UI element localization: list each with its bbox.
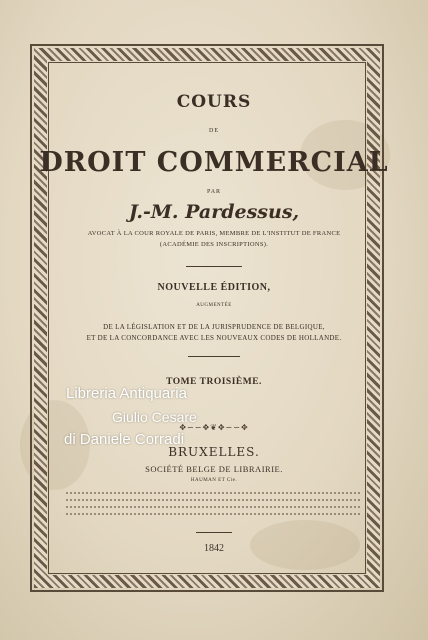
publisher-city: BRUXELLES. [168, 445, 260, 459]
separator-rule [186, 266, 242, 267]
par-label: PAR [206, 189, 222, 195]
augmentee-label: AUGMENTÉE [196, 303, 232, 308]
publication-year: 1842 [204, 543, 224, 554]
volume-label: TOME TROISIÈME. [166, 377, 262, 387]
separator-rule [188, 356, 240, 357]
title-de: DE [209, 128, 219, 134]
fleuron-ornament: ✥∽∽✥❦✥∽∽✥ [179, 423, 249, 432]
fine-print-line [66, 492, 362, 494]
watermark-line-3: di Daniele Corradi [64, 431, 185, 448]
publisher-name: SOCIÉTÉ BELGE DE LIBRAIRIE. [145, 464, 283, 474]
addition-line-1: DE LA LÉGISLATION ET DE LA JURISPRUDENCE DE BELGIQUE, [103, 323, 325, 331]
title-top: COURS [176, 92, 252, 112]
author-credential-2: (ACADÉMIE DES INSCRIPTIONS). [159, 241, 269, 248]
fine-print-line [66, 506, 362, 508]
watermark-line-2: Giulio Cesare [112, 409, 197, 425]
separator-rule [196, 532, 232, 533]
watermark-line-1: Libreria Antiquaria [66, 385, 187, 402]
author-credential-1: AVOCAT À LA COUR ROYALE DE PARIS, MEMBRE DE L'INSTITUT DE FRANCE [87, 230, 341, 237]
addition-line-2: ET DE LA CONCORDANCE AVEC LES NOUVEAUX CODES DE HOLLANDE. [86, 334, 342, 342]
main-title: DROIT COMMERCIAL [39, 147, 389, 178]
fine-print-line [66, 499, 362, 501]
edition-label: NOUVELLE ÉDITION, [157, 282, 271, 293]
decorative-border-inner [48, 62, 366, 574]
publisher-sub: HAUMAN ET Cie. [190, 478, 238, 483]
fine-print-line [66, 513, 362, 515]
author-name: J.-M. Pardessus, [128, 201, 300, 223]
